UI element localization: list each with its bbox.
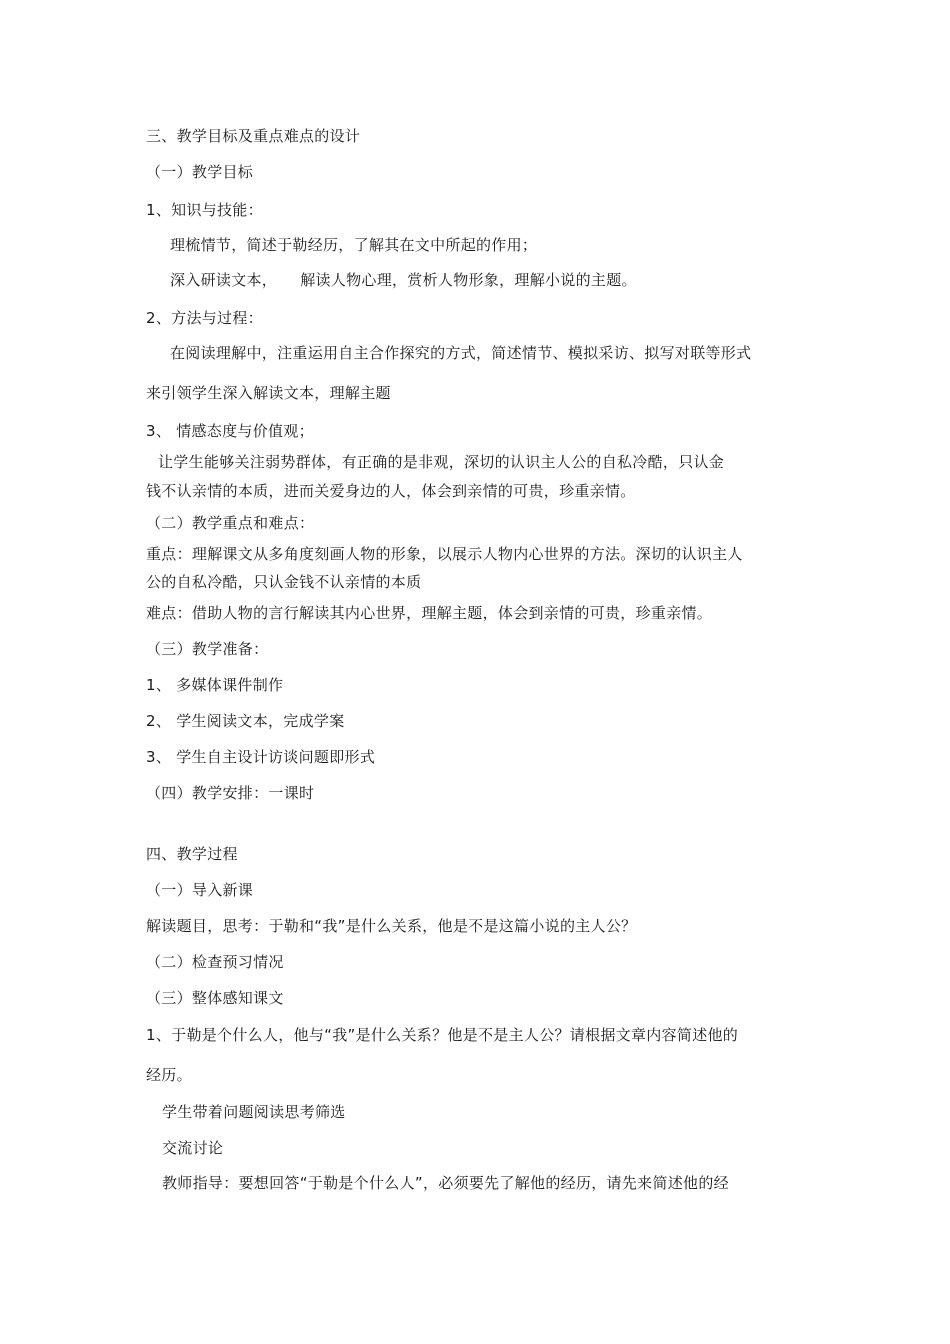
subheading-key-points: （二）教学重点和难点： <box>146 514 315 532</box>
paragraph-line: 重点：理解课文从多角度刻画人物的形象，以展示人物内心世界的方法。深切的认识主人 <box>146 545 743 563</box>
subheading-teaching-goals: （一）教学目标 <box>146 163 254 181</box>
paragraph-line: 钱不认亲情的本质，进而关爱身边的人，体会到亲情的可贵，珍重亲情。 <box>146 482 636 500</box>
list-item: 2、 学生阅读文本，完成学案 <box>146 712 345 730</box>
paragraph-line: 深入研读文本， 解读人物心理，赏析人物形象，理解小说的主题。 <box>170 271 637 289</box>
item-emotion-values: 3、 情感态度与价值观； <box>146 422 314 440</box>
paragraph-line: 理梳情节，简述于勒经历，了解其在文中所起的作用； <box>170 236 538 254</box>
paragraph-line: 解读题目，思考：于勒和“我”是什么关系，他是不是这篇小说的主人公？ <box>146 917 637 935</box>
paragraph-line: 让学生能够关注弱势群体，有正确的是非观，深切的认识主人公的自私冷酷，只认金 <box>158 453 725 471</box>
paragraph-line: 1、于勒是个什么人，他与“我”是什么关系？他是不是主人公？请根据文章内容简述他的 <box>146 1026 739 1044</box>
paragraph-line: 交流讨论 <box>162 1139 224 1157</box>
paragraph-line: 公的自私冷酷，只认金钱不认亲情的本质 <box>146 573 422 591</box>
paragraph-line: 教师指导：要想回答“于勒是个什么人”，必须要先了解他的经历，请先来简述他的经 <box>162 1174 729 1192</box>
subheading-preparation: （三）教学准备： <box>146 640 269 658</box>
subheading-arrangement: （四）教学安排：一课时 <box>146 784 315 802</box>
paragraph-line: 在阅读理解中，注重运用自主合作探究的方式，简述情节、模拟采访、拟写对联等形式 <box>170 344 752 362</box>
item-knowledge-skills: 1、知识与技能： <box>146 201 263 219</box>
list-item: 3、 学生自主设计访谈问题即形式 <box>146 748 376 766</box>
subheading-preview-check: （二）检查预习情况 <box>146 953 284 971</box>
paragraph-line: 学生带着问题阅读思考筛选 <box>162 1103 346 1121</box>
paragraph-line: 难点：借助人物的言行解读其内心世界，理解主题，体会到亲情的可贵，珍重亲情。 <box>146 604 713 622</box>
section-heading-4: 四、教学过程 <box>146 845 238 863</box>
list-item: 1、 多媒体课件制作 <box>146 676 284 694</box>
subheading-intro: （一）导入新课 <box>146 881 254 899</box>
paragraph-line: 经历。 <box>146 1066 192 1084</box>
section-heading-3: 三、教学目标及重点难点的设计 <box>146 127 361 145</box>
paragraph-line: 来引领学生深入解读文本，理解主题 <box>146 384 391 402</box>
item-method-process: 2、方法与过程： <box>146 309 263 327</box>
subheading-overall-perception: （三）整体感知课文 <box>146 989 284 1007</box>
